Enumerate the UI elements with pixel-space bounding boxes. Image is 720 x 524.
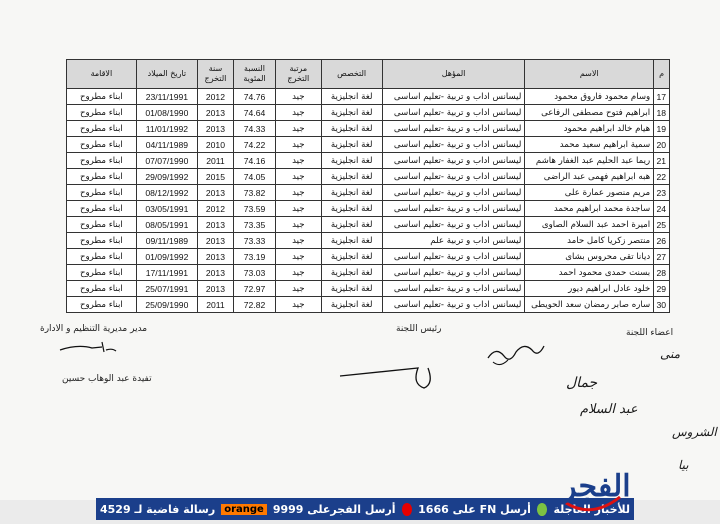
- cell-specialization: لغة انجليزية: [321, 185, 382, 201]
- cell-grade: جيد: [276, 249, 321, 265]
- cell-name: مريم منصور عمارة على: [525, 185, 654, 201]
- table-row: [67, 105, 670, 121]
- cell-name: هيام خالد ابراهيم محمود: [525, 121, 654, 137]
- cell-name: بسنت حمدى محمود احمد: [525, 265, 654, 281]
- cell-percentage: 74.64: [233, 105, 275, 121]
- cell-residence: ابناء مطروح: [67, 121, 137, 137]
- ticker-fajr: أرسل الفجرعلى 9999: [272, 502, 396, 516]
- row-number: 19: [654, 121, 670, 137]
- cell-year: 2011: [198, 297, 234, 313]
- cell-dob: 03/05/1991: [136, 201, 197, 217]
- cell-name: وسام محمود فاروق محمود: [525, 89, 654, 105]
- cell-grade: جيد: [276, 105, 321, 121]
- cell-dob: 11/01/1992: [136, 121, 197, 137]
- table-row: [67, 281, 670, 297]
- cell-residence: ابناء مطروح: [67, 281, 137, 297]
- table-row: [67, 121, 670, 137]
- cell-year: 2013: [198, 105, 234, 121]
- cell-specialization: لغة انجليزية: [321, 137, 382, 153]
- director-name: تفيدة عبد الوهاب حسين: [62, 374, 152, 384]
- cell-grade: جيد: [276, 89, 321, 105]
- cell-residence: ابناء مطروح: [67, 105, 137, 121]
- cell-dob: 09/11/1989: [136, 233, 197, 249]
- row-number: 27: [654, 249, 670, 265]
- row-number: 25: [654, 217, 670, 233]
- table-row: [67, 89, 670, 105]
- cell-specialization: لغة انجليزية: [321, 297, 382, 313]
- cell-residence: ابناء مطروح: [67, 297, 137, 313]
- table-row: [67, 297, 670, 313]
- cell-dob: 17/11/1991: [136, 265, 197, 281]
- cell-dob: 08/12/1992: [136, 185, 197, 201]
- cell-dob: 01/09/1992: [136, 249, 197, 265]
- cell-percentage: 73.59: [233, 201, 275, 217]
- cell-specialization: لغة انجليزية: [321, 233, 382, 249]
- ticker-fn: أرسل FN على 1666: [418, 502, 531, 516]
- table-row: [67, 217, 670, 233]
- ticker-breaking: للأخبار العاجلة: [553, 502, 630, 516]
- cell-specialization: لغة انجليزية: [321, 265, 382, 281]
- cell-dob: 07/07/1990: [136, 153, 197, 169]
- cell-name: اميرة احمد عبد السلام الصاوى: [525, 217, 654, 233]
- cell-percentage: 74.16: [233, 153, 275, 169]
- handwriting-5: بيا: [678, 458, 689, 472]
- cell-name: ساره صابر رمضان سعد الحويطى: [525, 297, 654, 313]
- cell-percentage: 73.03: [233, 265, 275, 281]
- cell-name: ريما عبد الحليم عبد الغفار هاشم: [525, 153, 654, 169]
- cell-grade: جيد: [276, 121, 321, 137]
- table-row: [67, 265, 670, 281]
- cell-qualification: ليسانس اداب و تربية علم: [382, 233, 525, 249]
- header-grade: مرتبة التخرج: [276, 60, 321, 89]
- cell-grade: جيد: [276, 169, 321, 185]
- cell-specialization: لغة انجليزية: [321, 169, 382, 185]
- cell-percentage: 73.19: [233, 249, 275, 265]
- cell-dob: 29/09/1992: [136, 169, 197, 185]
- cell-percentage: 72.97: [233, 281, 275, 297]
- cell-qualification: ليسانس اداب و تربية -تعليم اساسى: [382, 153, 525, 169]
- cell-dob: 25/09/1990: [136, 297, 197, 313]
- cell-grade: جيد: [276, 137, 321, 153]
- cell-qualification: ليسانس اداب و تربية -تعليم اساسى: [382, 265, 525, 281]
- row-number: 18: [654, 105, 670, 121]
- row-number: 17: [654, 89, 670, 105]
- orange-logo: orange: [221, 504, 267, 515]
- cell-percentage: 73.35: [233, 217, 275, 233]
- cell-residence: ابناء مطروح: [67, 201, 137, 217]
- cell-percentage: 74.05: [233, 169, 275, 185]
- committee-members-label: اعضاء اللجنة: [626, 328, 674, 338]
- cell-qualification: ليسانس اداب و تربية -تعليم اساسى: [382, 217, 525, 233]
- committee-head-signature: [338, 338, 548, 394]
- news-ticker: [96, 498, 634, 520]
- cell-residence: ابناء مطروح: [67, 249, 137, 265]
- table-row: [67, 153, 670, 169]
- row-number: 29: [654, 281, 670, 297]
- header-name: الاسم: [525, 60, 654, 89]
- cell-residence: ابناء مطروح: [67, 89, 137, 105]
- cell-year: 2012: [198, 89, 234, 105]
- cell-residence: ابناء مطروح: [67, 185, 137, 201]
- row-number: 20: [654, 137, 670, 153]
- handwriting-1: منى: [660, 347, 681, 361]
- cell-name: ابراهيم فتوح مصطفى الرفاعى: [525, 105, 654, 121]
- etisalat-icon: [537, 503, 548, 516]
- header-residence: الاقامة: [67, 60, 137, 89]
- cell-qualification: ليسانس اداب و تربية -تعليم اساسى: [382, 249, 525, 265]
- handwriting-3: عبد السلام: [580, 402, 638, 417]
- cell-dob: 23/11/1991: [136, 89, 197, 105]
- cell-residence: ابناء مطروح: [67, 217, 137, 233]
- table-row: [67, 249, 670, 265]
- logo-text: الفجر: [562, 469, 631, 504]
- row-number: 22: [654, 169, 670, 185]
- table-row: [67, 185, 670, 201]
- cell-percentage: 72.82: [233, 297, 275, 313]
- cell-qualification: ليسانس اداب و تربية -تعليم اساسى: [382, 121, 525, 137]
- header-year: سنة التخرج: [198, 60, 234, 89]
- cell-specialization: لغة انجليزية: [321, 89, 382, 105]
- row-number: 28: [654, 265, 670, 281]
- alfajr-logo: [562, 463, 631, 521]
- cell-year: 2015: [198, 169, 234, 185]
- row-number: 24: [654, 201, 670, 217]
- cell-specialization: لغة انجليزية: [321, 249, 382, 265]
- cell-name: ديانا تقى محروس بشاى: [525, 249, 654, 265]
- vodafone-icon: [402, 503, 413, 516]
- cell-residence: ابناء مطروح: [67, 137, 137, 153]
- table-row: [67, 137, 670, 153]
- cell-residence: ابناء مطروح: [67, 169, 137, 185]
- cell-name: ساجدة محمد ابراهيم محمد: [525, 201, 654, 217]
- cell-grade: جيد: [276, 217, 321, 233]
- cell-year: 2011: [198, 153, 234, 169]
- ticker-empty-msg: رسالة فاضية لـ 4529: [100, 502, 216, 516]
- cell-grade: جيد: [276, 201, 321, 217]
- cell-grade: جيد: [276, 233, 321, 249]
- committee-head-label: رئيس اللجنة: [396, 324, 442, 334]
- cell-grade: جيد: [276, 153, 321, 169]
- cell-specialization: لغة انجليزية: [321, 217, 382, 233]
- cell-year: 2013: [198, 217, 234, 233]
- header-percentage: النسبة المئوية: [233, 60, 275, 89]
- cell-qualification: ليسانس اداب و تربية -تعليم اساسى: [382, 185, 525, 201]
- cell-name: سمية ابراهيم سعيد محمد: [525, 137, 654, 153]
- table-row: [67, 233, 670, 249]
- cell-year: 2013: [198, 233, 234, 249]
- row-number: 30: [654, 297, 670, 313]
- cell-residence: ابناء مطروح: [67, 153, 137, 169]
- cell-year: 2012: [198, 201, 234, 217]
- cell-qualification: ليسانس اداب و تربية -تعليم اساسى: [382, 169, 525, 185]
- cell-percentage: 73.33: [233, 233, 275, 249]
- cell-dob: 08/05/1991: [136, 217, 197, 233]
- cell-grade: جيد: [276, 265, 321, 281]
- cell-residence: ابناء مطروح: [67, 233, 137, 249]
- cell-year: 2013: [198, 121, 234, 137]
- cell-qualification: ليسانس اداب و تربية -تعليم اساسى: [382, 297, 525, 313]
- cell-dob: 04/11/1989: [136, 137, 197, 153]
- cell-specialization: لغة انجليزية: [321, 153, 382, 169]
- table-row: [67, 201, 670, 217]
- cell-name: هبه ابراهيم فهمى عبد الراضى: [525, 169, 654, 185]
- cell-percentage: 74.22: [233, 137, 275, 153]
- cell-year: 2010: [198, 137, 234, 153]
- cell-specialization: لغة انجليزية: [321, 121, 382, 137]
- cell-grade: جيد: [276, 297, 321, 313]
- cell-grade: جيد: [276, 281, 321, 297]
- cell-year: 2013: [198, 185, 234, 201]
- cell-specialization: لغة انجليزية: [321, 201, 382, 217]
- cell-name: منتصر زكريا كامل حامد: [525, 233, 654, 249]
- cell-qualification: ليسانس اداب و تربية -تعليم اساسى: [382, 281, 525, 297]
- row-number: 21: [654, 153, 670, 169]
- row-number: 23: [654, 185, 670, 201]
- cell-name: خلود عادل ابراهيم ديور: [525, 281, 654, 297]
- cell-residence: ابناء مطروح: [67, 265, 137, 281]
- cell-specialization: لغة انجليزية: [321, 105, 382, 121]
- table-header-row: [67, 60, 670, 89]
- handwriting-4: الشروس: [672, 425, 717, 439]
- director-signature: [58, 338, 118, 358]
- cell-percentage: 74.76: [233, 89, 275, 105]
- header-specialization: التخصص: [321, 60, 382, 89]
- header-dob: تاريخ الميلاد: [136, 60, 197, 89]
- header-qualification: المؤهل: [382, 60, 525, 89]
- candidates-table: [66, 59, 670, 313]
- cell-grade: جيد: [276, 185, 321, 201]
- cell-qualification: ليسانس اداب و تربية -تعليم اساسى: [382, 105, 525, 121]
- cell-year: 2013: [198, 249, 234, 265]
- cell-qualification: ليسانس اداب و تربية -تعليم اساسى: [382, 89, 525, 105]
- cell-percentage: 74.33: [233, 121, 275, 137]
- handwriting-2: جمال: [566, 375, 598, 391]
- header-num: م: [654, 60, 670, 89]
- cell-qualification: ليسانس اداب و تربية -تعليم اساسى: [382, 201, 525, 217]
- cell-year: 2013: [198, 265, 234, 281]
- cell-dob: 01/08/1990: [136, 105, 197, 121]
- row-number: 26: [654, 233, 670, 249]
- cell-qualification: ليسانس اداب و تربية -تعليم اساسى: [382, 137, 525, 153]
- table-row: [67, 169, 670, 185]
- cell-specialization: لغة انجليزية: [321, 281, 382, 297]
- cell-year: 2013: [198, 281, 234, 297]
- director-label: مدير مديرية التنظيم و الادارة: [40, 324, 148, 334]
- cell-percentage: 73.82: [233, 185, 275, 201]
- cell-dob: 25/07/1991: [136, 281, 197, 297]
